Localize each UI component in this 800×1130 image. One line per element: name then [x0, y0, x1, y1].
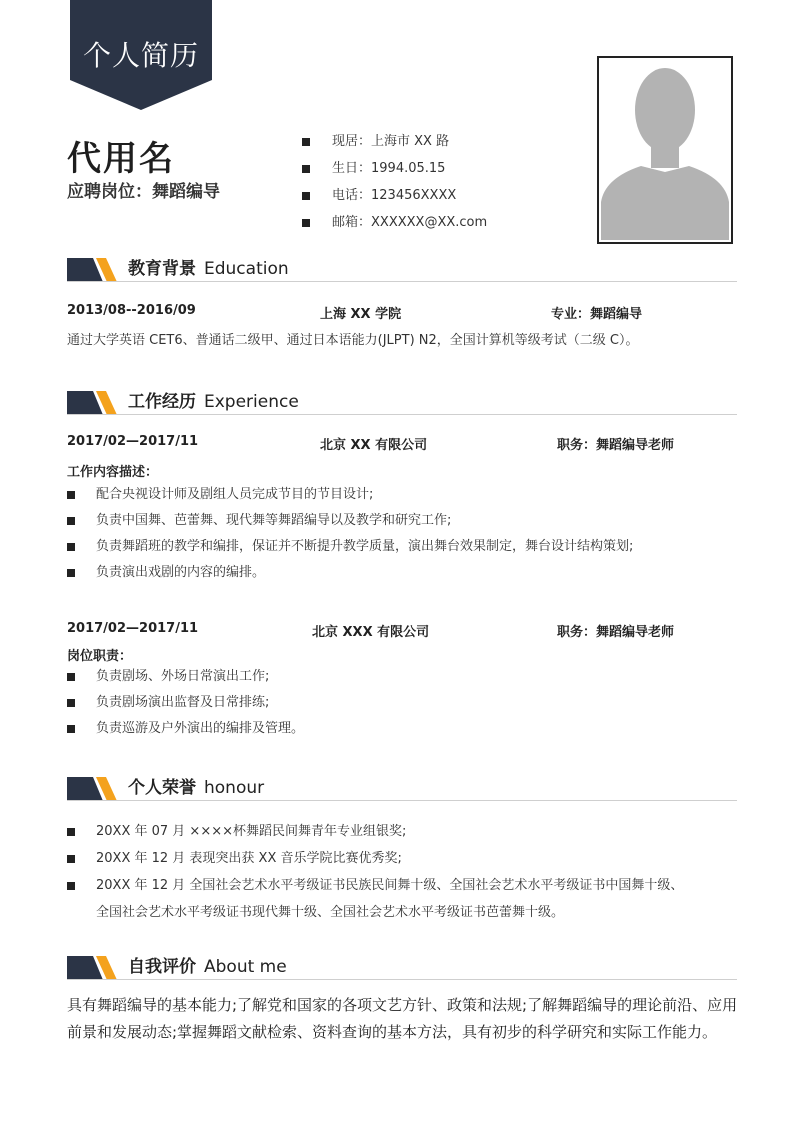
- job-company: 北京 XXX 有限公司: [312, 625, 430, 640]
- education-period: 2013/08--2016/09: [67, 303, 196, 318]
- list-item-text: 负责巡游及户外演出的编排及管理。: [96, 721, 305, 736]
- section-marker-icon: [67, 777, 119, 801]
- list-item: [67, 845, 683, 872]
- square-bullet-icon: [302, 165, 310, 173]
- contact-label: 现居：: [332, 133, 372, 149]
- section-title-cn: 自我评价: [128, 957, 196, 977]
- section-title: [128, 258, 289, 280]
- job-duty-list: [67, 666, 304, 744]
- list-item-text: 负责演出戏剧的内容的编排。: [96, 565, 266, 580]
- section-header-about: [67, 956, 737, 980]
- contact-item-birthday: [302, 155, 487, 182]
- list-item-text: 负责剧场演出监督及日常排练;: [96, 695, 270, 710]
- job-role: 职务：舞蹈编导老师: [557, 438, 675, 453]
- contact-value: 123456XXXX: [371, 187, 457, 203]
- section-header-education: [67, 258, 737, 282]
- section-marker-icon: [67, 258, 119, 282]
- list-item: [67, 872, 683, 926]
- section-title: [128, 777, 264, 799]
- list-item: [67, 562, 633, 588]
- honour-list: [67, 818, 683, 926]
- section-header-honour: [67, 777, 737, 801]
- list-item-line: 20XX 年 12 月 全国社会艺术水平考级证书民族民间舞十级、全国社会艺术水平考级证书中国舞十级、: [96, 878, 684, 893]
- list-item-text: 负责中国舞、芭蕾舞、现代舞等舞蹈编导以及教学和研究工作;: [96, 513, 452, 528]
- list-item: [67, 718, 304, 744]
- square-bullet-icon: [302, 192, 310, 200]
- list-item-text: 负责剧场、外场日常演出工作;: [96, 669, 270, 684]
- about-me-text: 具有舞蹈编导的基本能力;了解党和国家的各项文艺方针、政策和法规;了解舞蹈编导的理论前沿、应用前景和发展动态;掌握舞蹈文献检索、资料查询的基本方法，具有初步的科学研究和实际工作能力。: [67, 996, 738, 1041]
- contact-value: XXXXXX@XX.com: [371, 214, 488, 230]
- section-title-cn: 教育背景: [128, 259, 196, 279]
- list-item-text: 20XX 年 07 月 ××××杯舞蹈民间舞青年专业组银奖;: [96, 824, 407, 839]
- section-marker-icon: [67, 391, 119, 415]
- education-major: 专业：舞蹈编导: [551, 307, 643, 322]
- contact-item-email: [302, 209, 487, 236]
- section-title-en: About me: [204, 957, 287, 977]
- job-subhead: 工作内容描述：: [67, 465, 159, 480]
- section-divider: [67, 281, 737, 282]
- resume-banner: [70, 0, 212, 110]
- section-title: [128, 391, 299, 413]
- person-silhouette-icon: [601, 60, 729, 240]
- contact-item-address: [302, 128, 487, 155]
- list-item: [67, 510, 633, 536]
- square-bullet-icon: [67, 569, 75, 577]
- education-detail: 通过大学英语 CET6、普通话二级甲、通过日本语能力(JLPT) N2，全国计算机等级考试（二级 C）。: [67, 333, 639, 348]
- job-role: 职务：舞蹈编导老师: [557, 625, 675, 640]
- contact-label: 邮箱：: [332, 214, 372, 230]
- section-divider: [67, 979, 737, 980]
- section-divider: [67, 800, 737, 801]
- job-row: [67, 621, 737, 641]
- square-bullet-icon: [67, 699, 75, 707]
- section-title-cn: 工作经历: [128, 392, 196, 412]
- section-title: [128, 956, 287, 978]
- applied-position: 应聘岗位：舞蹈编导: [67, 182, 220, 202]
- contact-item-phone: [302, 182, 487, 209]
- list-item-text: 负责舞蹈班的教学和编排，保证并不断提升教学质量，演出舞台效果制定，舞台设计结构策划;: [96, 539, 634, 554]
- contact-value: 上海市 XX 路: [371, 133, 450, 149]
- education-row: [67, 303, 737, 323]
- list-item-text: 20XX 年 12 月 表现突出获 XX 音乐学院比赛优秀奖;: [96, 851, 402, 866]
- list-item: [67, 692, 304, 718]
- square-bullet-icon: [67, 517, 75, 525]
- section-header-experience: [67, 391, 737, 415]
- job-row: [67, 434, 737, 454]
- section-title-en: honour: [204, 778, 265, 798]
- square-bullet-icon: [67, 673, 75, 681]
- square-bullet-icon: [67, 828, 75, 836]
- square-bullet-icon: [67, 543, 75, 551]
- section-marker-icon: [67, 956, 119, 980]
- square-bullet-icon: [302, 138, 310, 146]
- list-item-text: 配合央视设计师及剧组人员完成节目的节目设计;: [96, 487, 374, 502]
- list-item-line: 全国社会艺术水平考级证书现代舞十级、全国社会艺术水平考级证书芭蕾舞十级。: [96, 905, 565, 920]
- job-duty-list: [67, 484, 633, 588]
- section-divider: [67, 414, 737, 415]
- contact-value: 1994.05.15: [371, 160, 446, 176]
- job-period: 2017/02—2017/11: [67, 621, 199, 636]
- contact-list: [302, 128, 487, 236]
- candidate-name: 代用名: [67, 139, 175, 179]
- square-bullet-icon: [67, 882, 75, 890]
- job-company: 北京 XX 有限公司: [320, 438, 428, 453]
- list-item: [67, 484, 633, 510]
- job-subhead: 岗位职责：: [67, 649, 133, 664]
- list-item: [67, 666, 304, 692]
- education-school: 上海 XX 学院: [320, 307, 402, 322]
- section-title-en: Education: [204, 259, 289, 279]
- section-title-cn: 个人荣誉: [128, 778, 196, 798]
- square-bullet-icon: [67, 725, 75, 733]
- section-title-en: Experience: [204, 392, 299, 412]
- square-bullet-icon: [302, 219, 310, 227]
- job-period: 2017/02—2017/11: [67, 434, 199, 449]
- contact-label: 电话：: [332, 187, 372, 203]
- list-item-text: [96, 872, 683, 926]
- square-bullet-icon: [67, 491, 75, 499]
- banner-title: 个人简历: [82, 39, 199, 72]
- list-item: [67, 818, 683, 845]
- contact-label: 生日：: [332, 160, 372, 176]
- square-bullet-icon: [67, 855, 75, 863]
- profile-photo: [597, 56, 733, 244]
- list-item: [67, 536, 633, 562]
